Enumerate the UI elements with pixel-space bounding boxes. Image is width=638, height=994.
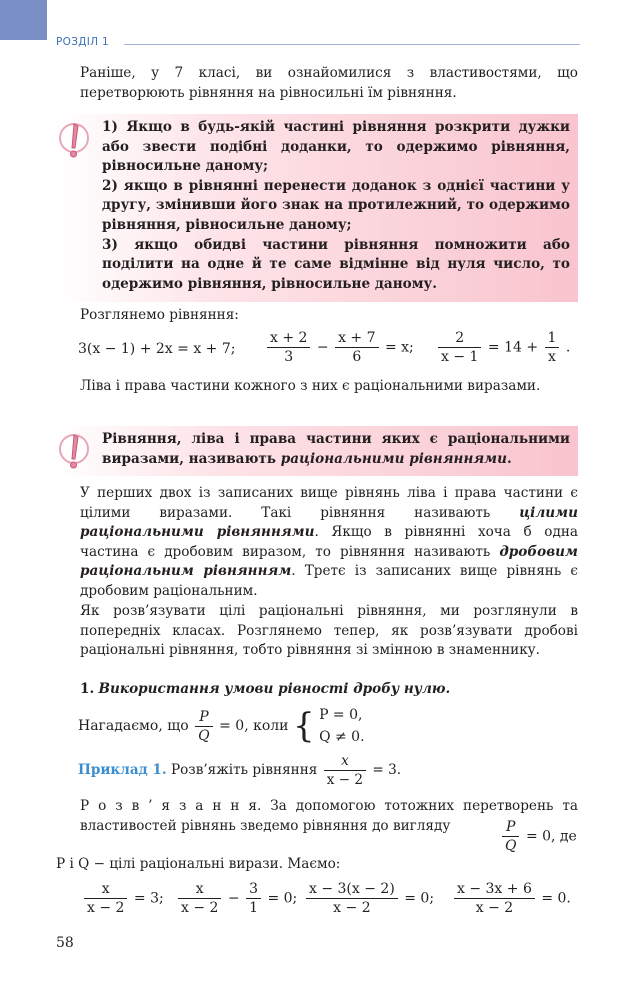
rule-box — [56, 114, 578, 302]
rule-list — [102, 118, 570, 294]
step-3: $\frac{x - 3(x - 2)}{x - 2}$ = 0; — [304, 880, 434, 917]
example-1: Приклад 1. Розв’яжіть рівняння $\frac{x}{x - 2}$ = 3. — [78, 753, 402, 788]
equation-3: $\frac{2}{x - 1}$ = 14 + $\frac{1}{x}$ . — [436, 329, 570, 366]
solution-fraction: $\frac{P}{Q}$ = 0, де — [500, 818, 577, 855]
corner-tab — [0, 0, 47, 40]
rational-note: Ліва і права частини кожного з них є раціональними виразами. — [80, 378, 541, 394]
example-label: Приклад 1. — [78, 762, 167, 778]
method-heading: 1. Використання умови рівності дробу нулю. — [80, 681, 451, 697]
exclamation-icon — [59, 118, 89, 162]
term-integer: цілими раціональними рівняннями — [80, 504, 578, 541]
recall-statement: Нагадаємо, що $\frac{P}{Q}$ = 0, коли { P = 0, Q ≠ 0. — [78, 706, 365, 746]
intro-paragraph: Раніше, у 7 класі, ви ознайомилися з властивостями, що перетворюють рівняння на рівносильні їм рівняння. — [80, 65, 578, 101]
page-number: 58 — [56, 935, 74, 951]
definition-term: раціональними рівняннями — [280, 450, 507, 467]
paragraph-integer-fractional: У перших двох із записаних вище рівнянь ліва і права частини є цілими виразами. Такі рівняння називають цілими раціональними рівняннями. Якщо в рівнянні хоча б одна частина є дробовим виразом, то рівняння називають дробовим раціональним рівнянням. Третє із записаних вище рівнянь є дробовим раціональним. — [80, 485, 578, 599]
rule-item: 2) якщо в рівнянні перенести доданок з однієї частини у другу, змінивши його знак на протилежний, то одержимо рівняння, рівносильне даному; — [102, 177, 570, 233]
step-2: $\frac{x}{x - 2}$ − $\frac{3}{1}$ = 0; — [176, 880, 297, 917]
header-rule — [124, 44, 580, 45]
equation-1: 3(x − 1) + 2x = x + 7; — [78, 341, 236, 357]
step-1: $\frac{x}{x - 2}$ = 3; — [82, 880, 164, 917]
consider-line: Розглянемо рівняння: — [80, 307, 239, 323]
rule-item: 1) Якщо в будь-якій частині рівняння розкрити дужки або звести подібні доданки, то одержимо рівняння, рівносильне даному; — [102, 119, 570, 175]
solution-cont: P і Q − цілі раціональні вирази. Маємо: — [56, 856, 341, 872]
paragraph-how-to-solve: Як розв’язувати цілі раціональні рівняння, ми розглянули в попередніх класах. Розглянемо тепер, як розв’язувати дробові раціональні рівняння, тобто рівняння зі змінною в знаменнику. — [80, 603, 578, 659]
rule-item: 3) якщо обидві частини рівняння помножити або поділити на одне й те саме відмінне від нуля число, то одержимо рівняння, рівносильне даному. — [102, 236, 570, 292]
step-4: $\frac{x - 3x + 6}{x - 2}$ = 0. — [452, 880, 571, 917]
section-header: РОЗДІЛ 1 — [56, 36, 109, 48]
exclamation-icon — [59, 429, 89, 473]
solution-paragraph: Р о з в ’ я з а н н я. За допомогою тотожних перетворень та властивостей рівнянь зведемо рівняння до вигляду — [80, 798, 578, 834]
equation-2: $\frac{x + 2}{3}$ − $\frac{x + 7}{6}$ = x; — [265, 329, 414, 366]
definition-text: Рівняння, ліва і права частини яких є раціональними виразами, називають раціональними рівняннями. — [102, 431, 570, 467]
solution-label: Р о з в ’ я з а н н я. — [80, 798, 262, 814]
term-fractional: дробовим раціональним рівнянням — [80, 543, 578, 580]
definition-box — [56, 426, 578, 476]
